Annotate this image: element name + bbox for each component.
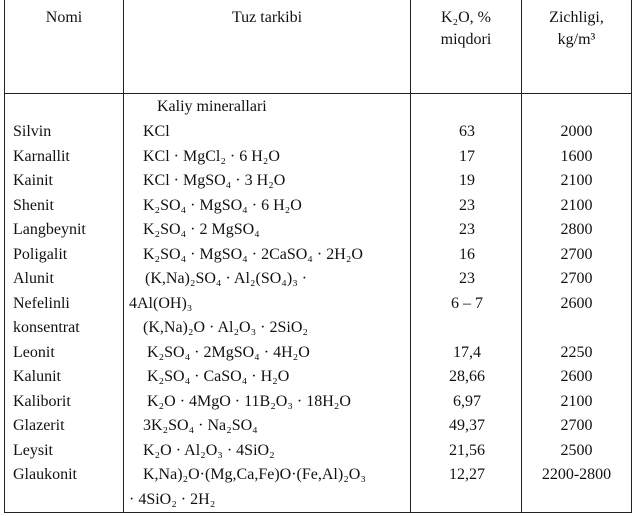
row-8-name: konsentrat <box>13 319 80 336</box>
row-12-formula: 3K₂SO₄ · Na₂SO₄ <box>143 417 258 434</box>
row-3-name: Shenit <box>13 196 54 214</box>
row-13-formula: K₂O · Al₂O₃ · 4SiO₂ <box>143 441 275 459</box>
row-6-density: 2700 <box>560 270 593 287</box>
row-5-k2o: 16 <box>459 245 475 263</box>
header-formula: Tuz tarkibi <box>231 9 303 26</box>
row-11-name: Kaliborit <box>13 392 71 410</box>
row-2-density: 2100 <box>560 172 593 189</box>
row-3-k2o: 23 <box>459 196 475 214</box>
row-13-name: Leysit <box>13 441 53 459</box>
row-5-name: Poligalit <box>13 245 68 263</box>
row-5-density: 2700 <box>560 245 593 263</box>
header-k2o-line1: K₂O, % <box>440 9 491 26</box>
row-4-name: Langbeynit <box>13 221 86 238</box>
row-9-formula: K₂SO₄ · 2MgSO₄ · 4H₂O <box>147 343 310 361</box>
row-11-density: 2100 <box>560 392 593 410</box>
row-14-formula: K,Na)₂O·(Mg,Ca,Fe)O·(Fe,Al)₂O₃ <box>143 466 366 483</box>
header-density-line2: kg/m³ <box>557 31 596 48</box>
row-3-density: 2100 <box>560 196 593 214</box>
row-6-name: Alunit <box>13 270 54 287</box>
row-10-k2o: 28,66 <box>449 368 485 385</box>
row-1-density: 1600 <box>560 147 593 165</box>
row-11-k2o: 6,97 <box>453 392 481 410</box>
row-4-formula: K₂SO₄ · 2 MgSO₄ <box>143 221 260 238</box>
row-15-formula: · 4SiO₂ · 2H₂ <box>129 490 216 508</box>
row-9-name: Leonit <box>13 343 55 361</box>
row-1-k2o: 17 <box>459 147 475 165</box>
row-0-formula: KCl <box>143 123 170 140</box>
row-6-k2o: 23 <box>459 270 475 287</box>
row-7-formula: 4Al(OH)₃ <box>129 294 193 312</box>
row-10-formula: K₂SO₄ · CaSO₄ · H₂O <box>147 368 290 385</box>
row-1-formula: KCl · MgCl₂ · 6 H₂O <box>143 147 280 165</box>
row-13-k2o: 21,56 <box>449 441 485 459</box>
header-density <box>522 7 631 51</box>
row-7-name: Nefelinli <box>13 294 70 312</box>
row-14-name: Glaukonit <box>13 466 77 483</box>
row-12-name: Glazerit <box>13 417 65 434</box>
row-7-k2o: 6 – 7 <box>451 294 483 312</box>
row-4-density: 2800 <box>560 221 593 238</box>
row-5-formula: K₂SO₄ · MgSO₄ · 2CaSO₄ · 2H₂O <box>143 245 363 263</box>
header-name: Nomi <box>45 9 83 26</box>
row-12-density: 2700 <box>560 417 593 434</box>
row-10-density: 2600 <box>560 368 593 385</box>
row-4-k2o: 23 <box>459 221 475 238</box>
row-2-k2o: 19 <box>459 172 475 189</box>
row-6-formula: (K,Na)₂SO₄ · Al₂(SO₄)₃ · <box>145 270 308 287</box>
row-0-k2o: 63 <box>459 123 475 140</box>
row-11-formula: K₂O · 4MgO · 11B₂O₃ · 18H₂O <box>147 392 351 410</box>
row-12-k2o: 49,37 <box>449 417 485 434</box>
section-title: Kaliy minerallari <box>157 98 267 115</box>
header-k2o <box>411 7 521 51</box>
row-9-k2o: 17,4 <box>453 343 481 361</box>
row-0-name: Silvin <box>13 123 52 140</box>
header-divider <box>5 93 631 94</box>
row-13-density: 2500 <box>560 441 593 459</box>
row-7-density: 2600 <box>560 294 593 312</box>
minerals-table <box>4 0 632 513</box>
row-8-formula: (K,Na)₂O · Al₂O₃ · 2SiO₂ <box>143 319 308 336</box>
row-2-name: Kainit <box>13 172 53 189</box>
row-14-density: 2200-2800 <box>541 466 612 483</box>
row-14-k2o: 12,27 <box>449 466 485 483</box>
row-9-density: 2250 <box>560 343 593 361</box>
row-2-formula: KCl · MgSO₄ · 3 H₂O <box>143 172 286 189</box>
row-0-density: 2000 <box>560 123 593 140</box>
header-k2o-line2: miqdori <box>440 31 492 48</box>
row-3-formula: K₂SO₄ · MgSO₄ · 6 H₂O <box>143 196 302 214</box>
row-10-name: Kalunit <box>13 368 61 385</box>
column-divider <box>123 0 124 512</box>
row-1-name: Karnallit <box>13 147 70 165</box>
header-density-line1: Zichligi, <box>549 9 604 26</box>
